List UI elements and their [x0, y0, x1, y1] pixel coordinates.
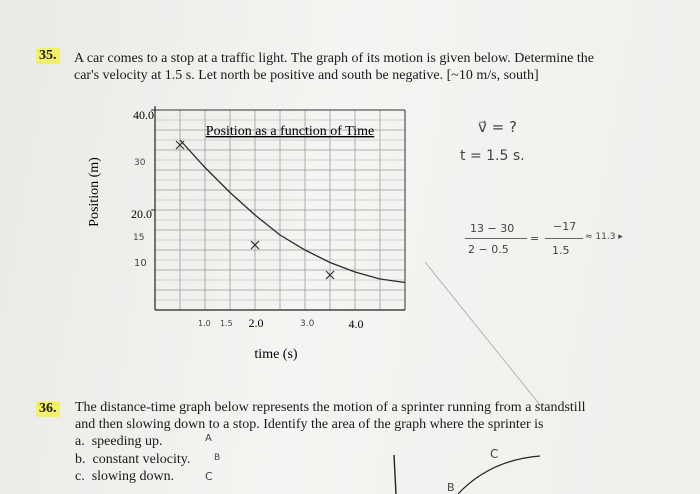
- handwritten-frac1-numerator: 13 − 30: [470, 222, 515, 235]
- option-b-text: constant velocity.: [92, 452, 191, 467]
- question-35-line-1: A car comes to a stop at a traffic light. The graph of its motion is given below. Determine the: [74, 51, 594, 66]
- x-axis-label: time (s): [254, 347, 298, 362]
- handwritten-fraction-bar-1: [465, 238, 527, 239]
- question-35-number: 35.: [36, 48, 60, 64]
- y-tick-label-40: 40.0: [133, 108, 154, 122]
- handwritten-answer-a: A: [205, 433, 212, 444]
- option-c-letter: c.: [75, 469, 85, 484]
- q36-graph-label-c: C: [490, 447, 499, 461]
- x-tick-label-4: 4.0: [348, 317, 364, 331]
- x-tick-label-2: 2.0: [248, 316, 264, 330]
- handwritten-y-note-30: 30: [134, 158, 146, 168]
- option-a-letter: a.: [75, 434, 85, 449]
- handwritten-frac2-numerator: −17: [553, 220, 577, 233]
- y-tick-label-20: 20.0: [131, 207, 152, 221]
- handwritten-x-note-3: 3.0: [300, 319, 315, 329]
- paper-crease-line: [425, 262, 540, 405]
- handwritten-y-note-15: 15: [133, 233, 145, 243]
- handwritten-result: ≈ 11.3 ▸: [585, 232, 623, 242]
- q36-graph-label-b: B: [447, 481, 455, 494]
- handwritten-frac2-denominator: 1.5: [552, 244, 570, 257]
- handwritten-answer-c: C: [205, 470, 213, 483]
- question-36-line-2: and then slowing down to a stop. Identify the area of the graph where the sprinter is: [75, 417, 544, 432]
- chart-title: Position as a function of Time: [205, 124, 375, 139]
- option-b-letter: b.: [75, 452, 86, 467]
- question-36-number: 36.: [36, 401, 60, 417]
- y-axis-label: Position (m): [87, 157, 102, 227]
- position-curve-line: [180, 140, 405, 283]
- handwritten-answer-b: B: [214, 453, 221, 463]
- handwritten-v-question: v⃗ = ?: [478, 118, 517, 136]
- handwritten-equals: =: [530, 232, 540, 245]
- option-a-text: speeding up.: [91, 434, 163, 449]
- handwritten-fraction-bar-2: [545, 238, 583, 239]
- question-36-line-1: The distance-time graph below represents the motion of a sprinter running from a standstill: [75, 400, 586, 415]
- question-35-line-2: car's velocity at 1.5 s. Let north be positive and south be negative. [~10 m/s, south]: [74, 68, 539, 83]
- q36-graph-curve: [458, 456, 540, 494]
- option-c: [75, 469, 174, 485]
- option-b: [75, 452, 190, 468]
- handwritten-time-given: t = 1.5 s.: [460, 148, 525, 164]
- chart-series: [180, 140, 405, 283]
- q36-graph-axis: [394, 455, 396, 494]
- handwritten-x-note-1: 1.0: [198, 319, 211, 328]
- option-a: [75, 434, 162, 450]
- handwritten-y-note-10: 10: [134, 258, 147, 269]
- handwritten-frac1-denominator: 2 − 0.5: [468, 243, 509, 256]
- handwritten-x-note-1-5: 1.5: [220, 319, 233, 328]
- option-c-text: slowing down.: [91, 469, 175, 484]
